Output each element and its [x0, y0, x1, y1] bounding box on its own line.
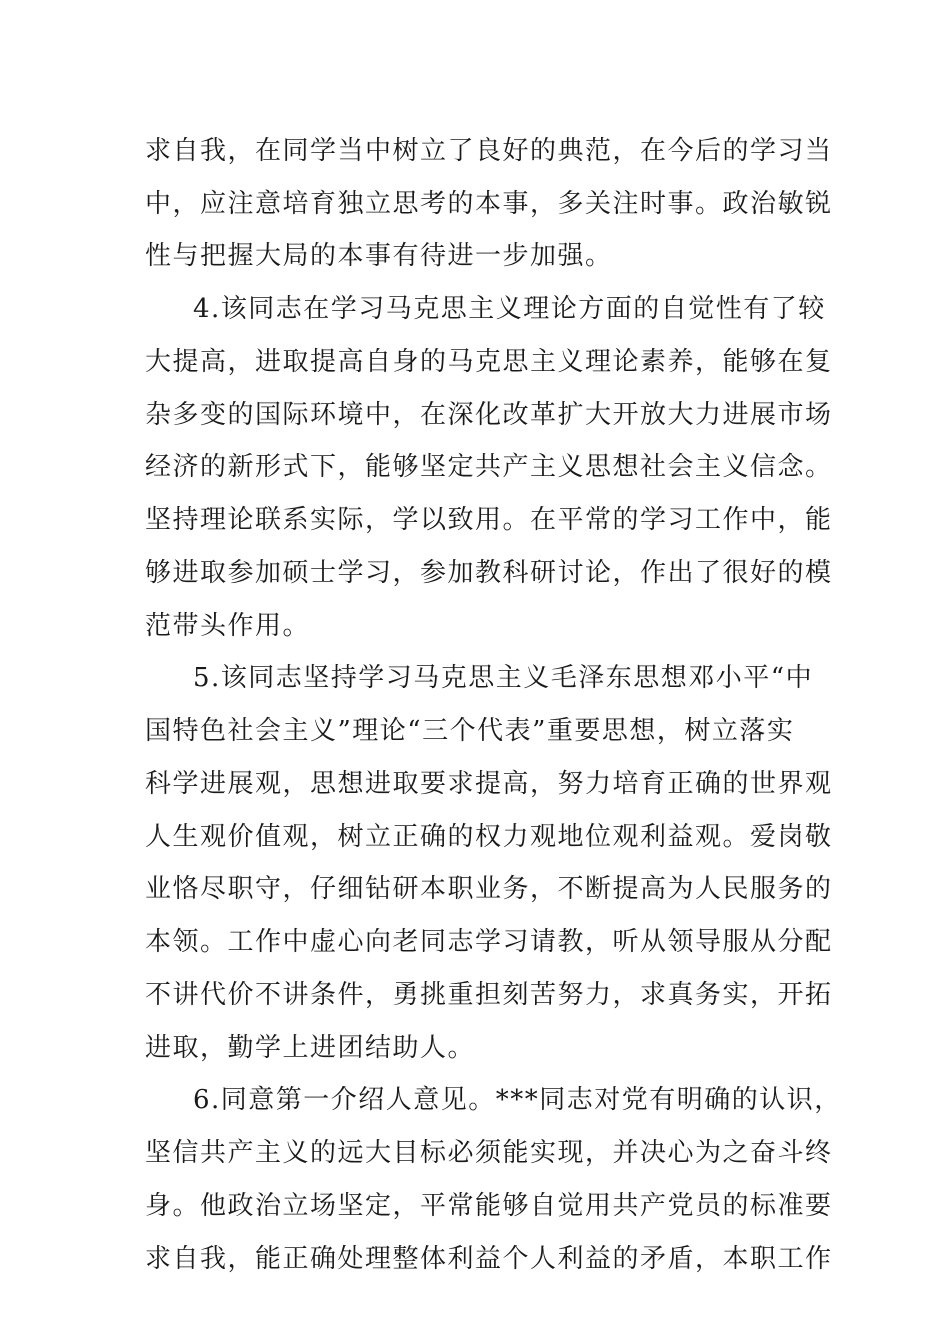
text-line: 6.同意第一介绍人意见。***同志对党有明确的认识，	[193, 1085, 842, 1115]
text-line: 国特色社会主义”理论“三个代表”重要思想，树立落实	[145, 716, 795, 746]
text-line: 身。他政治立场坚定，平常能够自觉用共产党员的标准要	[145, 1191, 833, 1221]
text-line: 人生观价值观，树立正确的权力观地位观利益观。爱岗敬	[145, 822, 833, 852]
text-line: 业恪尽职守，仔细钻研本职业务，不断提高为人民服务的	[145, 874, 833, 904]
text-line: 经济的新形式下，能够坚定共产主义思想社会主义信念。	[145, 452, 833, 482]
text-line: 本领。工作中虚心向老同志学习请教，听从领导服从分配	[145, 927, 833, 957]
text-line: 杂多变的国际环境中，在深化改革扩大开放大力进展市场	[145, 400, 833, 430]
text-line: 不讲代价不讲条件，勇挑重担刻苦努力，求真务实，开拓	[145, 980, 833, 1010]
text-line: 求自我，能正确处理整体利益个人利益的矛盾，本职工作	[145, 1244, 833, 1274]
text-line: 性与把握大局的本事有待进一步加强。	[145, 241, 613, 271]
text-line: 中，应注意培育独立思考的本事，多关注时事。政治敏锐	[145, 189, 833, 219]
text-line: 4.该同志在学习马克思主义理论方面的自觉性有了较	[193, 294, 826, 324]
text-line: 范带头作用。	[145, 611, 311, 641]
text-line: 大提高，进取提高自身的马克思主义理论素养，能够在复	[145, 347, 833, 377]
text-line: 科学进展观，思想进取要求提高，努力培育正确的世界观	[145, 769, 833, 799]
text-line: 5.该同志坚持学习马克思主义毛泽东思想邓小平“中	[193, 663, 814, 693]
text-line: 坚信共产主义的远大目标必须能实现，并决心为之奋斗终	[145, 1138, 833, 1168]
text-line: 求自我，在同学当中树立了良好的典范，在今后的学习当	[145, 136, 833, 166]
text-line: 坚持理论联系实际，学以致用。在平常的学习工作中，能	[145, 505, 833, 535]
text-line: 进取，勤学上进团结助人。	[145, 1033, 476, 1063]
text-line: 够进取参加硕士学习，参加教科研讨论，作出了很好的模	[145, 558, 833, 588]
